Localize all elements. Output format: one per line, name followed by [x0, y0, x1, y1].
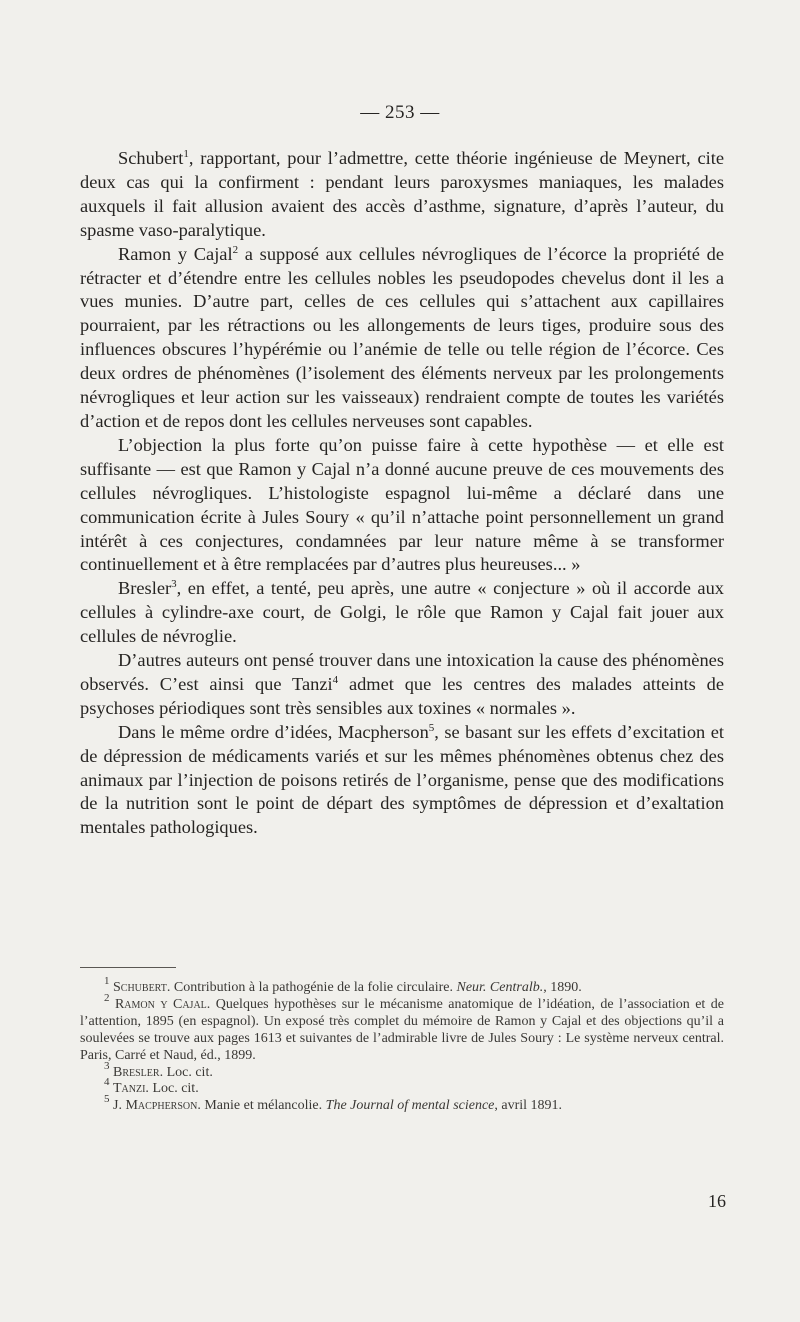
text-run: , rapportant, pour l’admettre, cette théorie ingénieuse de Meynert, cite deux cas qui la confirment : pendant leurs paroxysmes maniaques, les malades auxquels il fait allusion avaient des accès d’asthme, signature, d’après l’auteur, du spasme vaso-paralytique. [80, 148, 724, 240]
footnote-text: , 1890. [543, 980, 582, 995]
footnote-ref: 1 [183, 148, 189, 160]
footnote-number: 3 [104, 1059, 110, 1072]
footnote-ref: 4 [332, 673, 339, 686]
footnote-divider [80, 967, 176, 968]
paragraph [80, 649, 724, 721]
paragraph [80, 434, 724, 577]
footnote-text: , avril 1891. [494, 1098, 563, 1114]
footnote-author: Tanzi. [113, 1081, 149, 1097]
footnotes [80, 975, 724, 1115]
footnote-ref: 5 [428, 721, 435, 734]
footnote [80, 1093, 724, 1115]
footnote-text: Contribution à la pathogénie de la folie circulaire. [170, 980, 457, 995]
text-run: Schubert [118, 148, 184, 168]
signature-mark: 16 [708, 1191, 726, 1211]
footnote-text: Quelques hypothèses sur le mécanisme anatomique de l’idéation, de l’association et de l’attention, 1895 (en espagnol). Un exposé très complet du mémoire de Ramon y Cajal et des objections qu’il a soulevées se trouve aux pages 1613 et suivantes de l’admirable livre de Jules Soury : Le système nerveux central. Paris, Carré et Naud, éd., 1899. [80, 996, 724, 1063]
footnote-journal: Neur. Centralb. [456, 980, 544, 995]
footnote [80, 1076, 724, 1098]
footnote-author: J. Macpherson. [113, 1098, 201, 1114]
footnote [80, 1059, 724, 1082]
text-run: L’objection la plus forte qu’on puisse faire à cette hypothèse — et elle est suffisante — est que Ramon y Cajal n’a donné aucune preuve de ces mouvements des cellules névrogliques. L’histologiste espagnol lui-même a déclaré dans une communication écrite à Jules Soury « qu’il n’attache point personnellement un grand intérêt à ces conjectures, condamnées par leur nature même à se transformer continuellement et à être remplacées par d’autres plus heureuses... » [80, 434, 724, 575]
footnote-text: Manie et mélancolie. [200, 1098, 326, 1114]
footnote-number: 1 [104, 975, 110, 987]
text-run: Dans le même ordre d’idées, Macpherson [118, 721, 429, 742]
footnote-text: Loc. cit. [148, 1081, 199, 1097]
text-run: Ramon y Cajal [118, 243, 233, 264]
text-run: , en effet, a tenté, peu après, une autre « conjecture » où il accorde aux cellules à cylindre-axe court, de Golgi, le rôle que Ramon y Cajal fait jouer aux cellules de névroglie. [80, 578, 724, 647]
text-run: admet que les centres des malades atteints de psychoses périodiques sont très sensibles aux toxines « normales ». [80, 673, 724, 718]
footnote-author: Schubert. [113, 980, 171, 995]
page-number: — 253 — [360, 102, 440, 123]
footnote-number: 2 [104, 991, 110, 1004]
footnote-ref: 3 [171, 578, 177, 591]
footnote-journal: The Journal of mental science [325, 1098, 495, 1114]
main-text [80, 147, 724, 840]
paragraph [80, 577, 724, 649]
footnote-author: Ramon y Cajal. [114, 996, 211, 1012]
text-run: a supposé aux cellules névrogliques de l’écorce la propriété de rétracter et d’étendre entre les cellules nobles les pseudopodes chevelus dont il les a vues munies. D’autre part, celles de ces cellules qui s’attachent aux capillaires pourraient, par les rétractions ou les allongements de leurs tiges, produire sous des influences obscures l’hypérémie ou l’anémie de telle ou telle région de l’écorce. Ces deux ordres de phénomènes (l’isolement des éléments nerveux par les prolongements névrogliques et leur action sur les vaisseaux) rendraient compte de toutes les variétés d’action et de repos dont les cellules nerveuses sont capables. [80, 243, 725, 431]
footnote [80, 975, 724, 997]
footnote-ref: 2 [232, 243, 239, 256]
text-run: Bresler [118, 578, 172, 599]
text-run: D’autres auteurs ont pensé trouver dans une intoxication la cause des phénomènes observés. C’est ainsi que Tanzi [80, 650, 724, 694]
text-run: , se basant sur les effets d’excitation et de dépression de médicaments variés et sur les mêmes phénomènes obtenus chez des animaux par l’injection de poisons retirés de l’organisme, pense que des modifications de la nutrition sont le point de départ des symptômes de dépression et d’exaltation mentales pathologiques. [80, 721, 724, 838]
footnote-number: 4 [104, 1076, 110, 1089]
footnote-number: 5 [104, 1093, 110, 1106]
paragraph [80, 243, 724, 434]
footnote [80, 991, 724, 1065]
paragraph [80, 721, 724, 841]
footnote-text: Loc. cit. [163, 1064, 213, 1080]
paragraph [80, 147, 724, 243]
footnote-author: Bresler. [113, 1064, 164, 1080]
